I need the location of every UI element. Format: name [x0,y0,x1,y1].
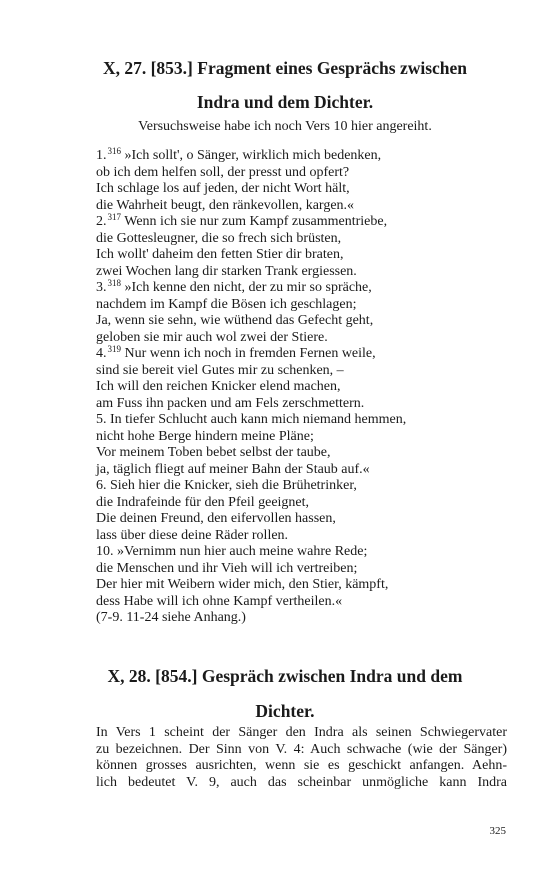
verse-line [96,396,406,413]
verse-line [96,346,406,363]
verse-line [96,363,406,380]
verse-line [96,577,406,594]
verse-text: geloben sie mir auch wol zwei der Stiere. [96,329,328,345]
verse-text: dess Habe will ich ohne Kampf vertheilen.« [96,593,343,609]
section-heading-line-2: Indra und dem Dichter. [196,92,374,112]
commentary-line: In Vers 1 scheint der Sänger den Indra als seinen Schwiegervater [96,725,507,740]
commentary-line: zu bezeichnen. Der Sinn von V. 4: Auch schwache (wie der Sänger) [96,741,507,757]
verse-line [96,181,406,198]
verse-line [96,264,406,281]
verse-line [96,330,406,347]
verse-text: 6. Sieh hier die Knicker, sieh die Brühetrinker, [96,478,357,493]
footnote-marker: 316 [107,146,121,156]
verse-text: Der hier mit Weibern wider mich, den Stier, kämpft, [96,577,389,592]
page-number: 325 [489,825,506,837]
verse-line [96,297,406,314]
verse-text: die Menschen und ihr Vieh will ich vertreiben; [96,560,358,576]
verse-text: ob ich dem helfen soll, der presst und opfert? [96,164,350,180]
verse-line [96,231,406,248]
verse-line [96,214,406,231]
commentary-paragraph [96,725,507,791]
verse-text: am Fuss ihn packen und am Fels zerschmettern. [96,395,365,411]
verse-text: Ich schlage los auf jeden, der nicht Wort hält, [96,181,350,196]
section-heading-line-1: X, 27. [853.] Fragment eines Gesprächs zwischen [102,58,468,78]
verse-line [96,280,406,297]
verse-line [96,379,406,396]
verse-line [96,528,406,545]
verse-number: 2. [96,214,107,229]
verse-line [96,561,406,578]
verse-text: Die deinen Freund, den eifervollen hassen, [96,511,336,526]
verse-line [96,511,406,528]
verse-text: (7-9. 11-24 siehe Anhang.) [96,610,246,625]
verse-line [96,198,406,215]
verse-text: sind sie bereit viel Gutes mir zu schenken, – [96,362,344,378]
verse-line [96,445,406,462]
footnote-marker: 319 [107,344,121,354]
footnote-marker: 318 [107,278,121,288]
section2-heading-line-1: X, 28. [854.] Gespräch zwischen Indra und dem [107,666,463,686]
verse-text: Ich wollt' daheim den fetten Stier dir braten, [96,247,344,262]
verse-text: lass über diese deine Räder rollen. [96,527,289,543]
verse-text: Vor meinem Toben bebet selbst der taube, [96,445,331,460]
verse-line [96,594,406,611]
verse-text: Nur wenn ich noch in fremden Fernen weile, [121,346,376,361]
verse-line [96,610,406,627]
section-intro: Versuchsweise habe ich noch Vers 10 hier angereiht. [138,119,432,134]
verse-line [96,165,406,182]
verse-block [96,148,406,627]
verse-line [96,495,406,512]
verse-line [96,148,406,165]
verse-line [96,544,406,561]
verse-text: »Ich sollt', o Sänger, wirklich mich bedenken, [121,148,382,163]
verse-number: 4. [96,346,107,361]
verse-text: Ich will den reichen Knicker elend machen, [96,379,341,394]
footnote-marker: 317 [107,212,121,222]
verse-number: 1. [96,148,107,163]
verse-text: 5. In tiefer Schlucht auch kann mich niemand hemmen, [96,412,407,427]
verse-text: zwei Wochen lang dir starken Trank ergiessen. [96,263,357,279]
verse-text: die Indrafeinde für den Pfeil geeignet, [96,494,310,510]
verse-line [96,412,406,429]
verse-text: nicht hohe Berge hindern meine Pläne; [96,428,314,444]
commentary-line: können grosses ausrichten, wenn sie es geschickt anfangen. Aehn- [96,758,507,773]
verse-line [96,462,406,479]
verse-text: Ja, wenn sie sehn, wie wüthend das Gefecht geht, [96,313,374,328]
verse-line [96,429,406,446]
verse-line [96,478,406,495]
verse-line [96,247,406,264]
section2-heading-line-2: Dichter. [255,701,315,721]
verse-line [96,313,406,330]
verse-text: nachdem im Kampf die Bösen ich geschlagen; [96,296,357,312]
verse-text: »Ich kenne den nicht, der zu mir so spräche, [121,280,372,295]
verse-text: Wenn ich sie nur zum Kampf zusammentriebe, [121,214,388,229]
commentary-line: lich bedeutet V. 9, auch das scheinbar unmögliche kann Indra [96,774,507,790]
verse-text: 10. »Vernimm nun hier auch meine wahre Rede; [96,544,368,559]
verse-number: 3. [96,280,107,295]
verse-text: die Gottesleugner, die so frech sich brüsten, [96,230,342,246]
verse-text: die Wahrheit beugt, den ränkevollen, kargen.« [96,197,355,213]
verse-text: ja, täglich fliegt auf meiner Bahn der Staub auf.« [96,461,370,477]
